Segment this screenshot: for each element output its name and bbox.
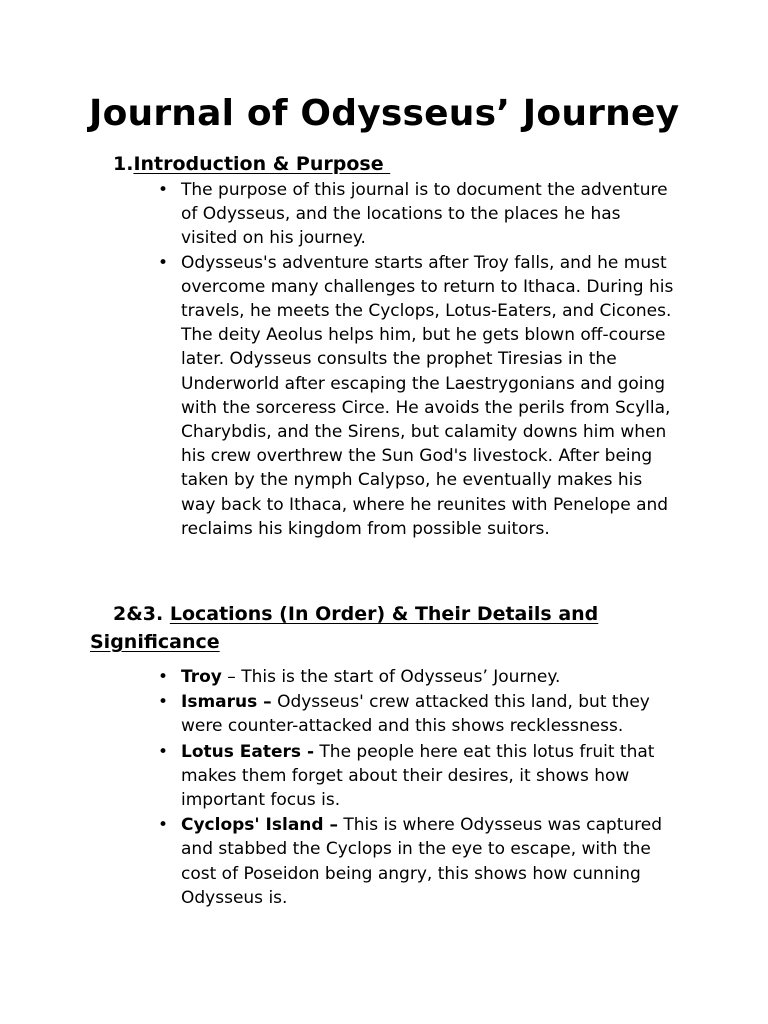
location-detail: This is where Odysseus was captured and stabbed the Cyclops in the eye to escape, with the cost of Poseidon being angry, this shows how cunning Odysseus is. [181, 815, 663, 908]
list-item [158, 251, 681, 541]
bullet-icon: • [158, 815, 169, 836]
location-item [158, 813, 681, 910]
location-item [158, 665, 681, 689]
section-2-heading [90, 600, 650, 656]
section-1-title: Introduction & Purpose [133, 153, 391, 175]
location-separator: – [221, 667, 242, 687]
section-1-number: 1. [113, 153, 134, 175]
location-item [158, 740, 681, 813]
section-1-bullet-list [158, 178, 681, 541]
location-name: Lotus Eaters - [181, 741, 314, 762]
bullet-text: Odysseus's adventure starts after Troy falls, and he must overcome many challenges to return to Ithaca. During his travels, he meets the Cyclops, Lotus-Eaters, and Cicones. The deity Aeolus helps him, but he gets blown off-course later. Odysseus consults the prophet Tiresias in the Underworld after escaping the Laestrygonians and going with the sorceress Circe. He avoids the perils from Scylla, Charybdis, and the Sirens, but calamity downs him when his crew overthrew the Sun God's livestock. After being taken by the nymph Calypso, he eventually makes his way back to Ithaca, where he reunites with Penelope and reclaims his kingdom from possible suitors. [181, 252, 674, 539]
section-1-heading [113, 150, 390, 178]
bullet-icon: • [158, 692, 169, 713]
bullet-icon: • [158, 741, 169, 762]
location-detail: Odysseus' crew attacked this land, but they were counter-attacked and this shows recklessness. [181, 692, 650, 737]
bullet-icon: • [158, 667, 169, 687]
locations-list [158, 665, 681, 911]
bullet-icon: • [158, 180, 169, 200]
location-item [158, 690, 681, 738]
document-title: Journal of Odysseus’ Journey [89, 93, 680, 134]
location-name: Cyclops' Island – [181, 815, 338, 836]
bullet-text: The purpose of this journal is to document the adventure of Odysseus, and the locations to the places he has visited on his journey. [181, 180, 668, 249]
location-detail: This is the start of Odysseus’ Journey. [241, 667, 561, 687]
list-item [158, 178, 681, 251]
location-name: Ismarus – [181, 692, 272, 713]
section-2-number: 2&3. [113, 603, 170, 625]
section-2-title: Locations (In Order) & Their Details and Significance [90, 603, 599, 653]
location-detail: The people here eat this lotus fruit that makes them forget about their desires, it shows how important focus is. [181, 741, 655, 811]
location-name: Troy [181, 667, 222, 687]
bullet-icon: • [158, 252, 169, 273]
